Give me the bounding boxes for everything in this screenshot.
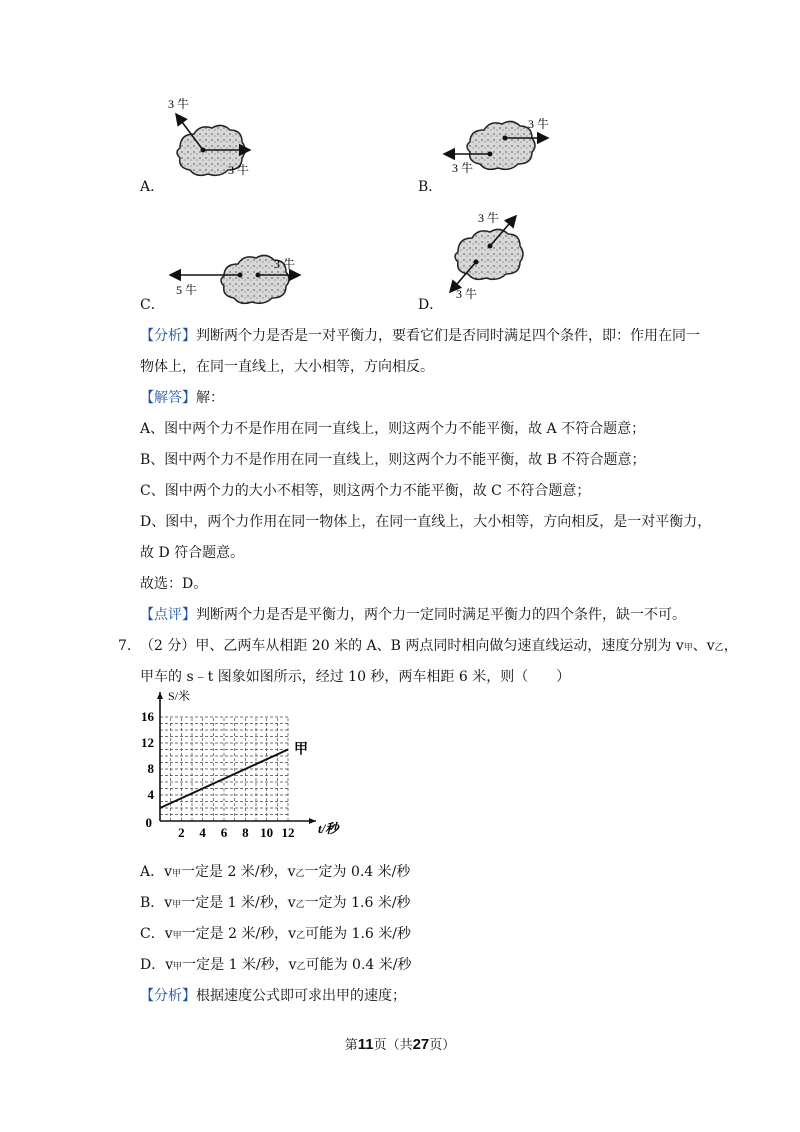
force-label: 3 牛 <box>452 161 474 175</box>
answer-heading: 【解答】解： <box>140 390 224 406</box>
comment-line: 【点评】判断两个力是否是平衡力，两个力一定同时满足平衡力的四个条件，缺一不可。 <box>140 607 686 623</box>
force-diagrams <box>0 0 800 320</box>
force-label: 3 牛 <box>274 257 296 271</box>
force-label: 3 牛 <box>168 97 190 111</box>
force-label: 5 牛 <box>176 283 198 297</box>
answer-line-c: C、图中两个力的大小不相等，则这两个力不能平衡，故 C 不符合题意； <box>140 483 591 499</box>
force-label: 3 牛 <box>478 211 500 225</box>
force-label: 3 牛 <box>228 163 250 177</box>
y-axis-arrow <box>157 692 163 699</box>
page-total: 27 <box>412 1036 430 1053</box>
figure-c <box>170 255 300 303</box>
page-footer: 第11页（共27页） <box>344 1036 456 1053</box>
y-axis-label: S/米 <box>168 689 191 703</box>
x-tick-label: 8 <box>242 825 249 840</box>
q7-analysis: 【分析】根据速度公式即可求出甲的速度； <box>140 988 406 1004</box>
series-label: 甲 <box>294 742 308 758</box>
option-b-label: B． <box>418 179 443 195</box>
option-d-label: D． <box>418 297 444 313</box>
object-blob <box>455 229 523 279</box>
y-tick-label: 16 <box>141 709 154 724</box>
analysis-line-1: 【分析】判断两个力是否是一对平衡力，要看它们是否同时满足四个条件，即：作用在同一 <box>140 328 700 344</box>
force-label: 3 牛 <box>456 287 478 301</box>
x-tick-label: 10 <box>260 825 274 840</box>
x-axis-arrow <box>309 818 316 824</box>
x-tick-label: 2 <box>178 825 185 840</box>
answer-line-d2: 故 D 符合题意。 <box>140 545 245 561</box>
x-axis-label: t/秒 <box>318 821 339 836</box>
analysis-tag: 【分析】 <box>140 988 196 1004</box>
figure-d <box>450 210 523 301</box>
option-c-label: C． <box>140 297 165 313</box>
option-figures <box>0 0 800 320</box>
x-tick-label: 12 <box>281 825 295 840</box>
question-line-2: 甲车的 s﹣t 图象如图所示，经过 10 秒，两车相距 6 米，则（ ） <box>140 669 571 685</box>
object-blob <box>467 121 535 169</box>
question-line-1: （2 分）甲、乙两车从相距 20 米的 A、B 两点同时相向做匀速直线运动，速度分别为 v甲、v乙， <box>140 638 738 654</box>
analysis-tag: 【分析】 <box>140 328 196 344</box>
q7-option-c: C．v甲一定是 2 米/秒，v乙可能为 1.6 米/秒 <box>140 926 411 942</box>
x-tick-label: 4 <box>199 825 206 840</box>
option-a-label: A． <box>140 179 165 195</box>
answer-line-b: B、图中两个力不是作用在同一直线上，则这两个力不能平衡，故 B 不符合题意； <box>140 452 646 468</box>
y-tick-label: 4 <box>147 787 154 802</box>
comment-tag: 【点评】 <box>140 607 196 623</box>
answer-line-d1: D、图中，两个力作用在同一物体上，在同一直线上，大小相等，方向相反，是一对平衡力， <box>140 514 712 530</box>
origin-label: 0 <box>145 815 152 830</box>
analysis-line-2: 物体上，在同一直线上，大小相等，方向相反。 <box>140 359 434 375</box>
st-graph-svg <box>138 686 358 846</box>
answer-tag: 【解答】 <box>140 390 196 406</box>
page-number: 11 <box>357 1036 374 1053</box>
answer-choice: 故选：D。 <box>140 576 208 592</box>
force-label: 3 牛 <box>528 117 550 131</box>
st-graph <box>138 686 358 850</box>
q7-option-a: A．v甲一定是 2 米/秒，v乙一定为 0.4 米/秒 <box>140 864 411 880</box>
q7-option-b: B．v甲一定是 1 米/秒，v乙一定为 1.6 米/秒 <box>140 895 411 911</box>
answer-line-a: A、图中两个力不是作用在同一直线上，则这两个力不能平衡，故 A 不符合题意； <box>140 421 646 437</box>
y-tick-label: 8 <box>147 761 154 776</box>
figure-a <box>168 96 250 177</box>
figure-b <box>444 116 549 175</box>
q7-option-d: D．v甲一定是 1 米/秒，v乙可能为 0.4 米/秒 <box>140 957 412 973</box>
y-tick-label: 12 <box>141 735 154 750</box>
x-tick-label: 6 <box>220 825 228 840</box>
question-number: 7. <box>118 638 132 654</box>
